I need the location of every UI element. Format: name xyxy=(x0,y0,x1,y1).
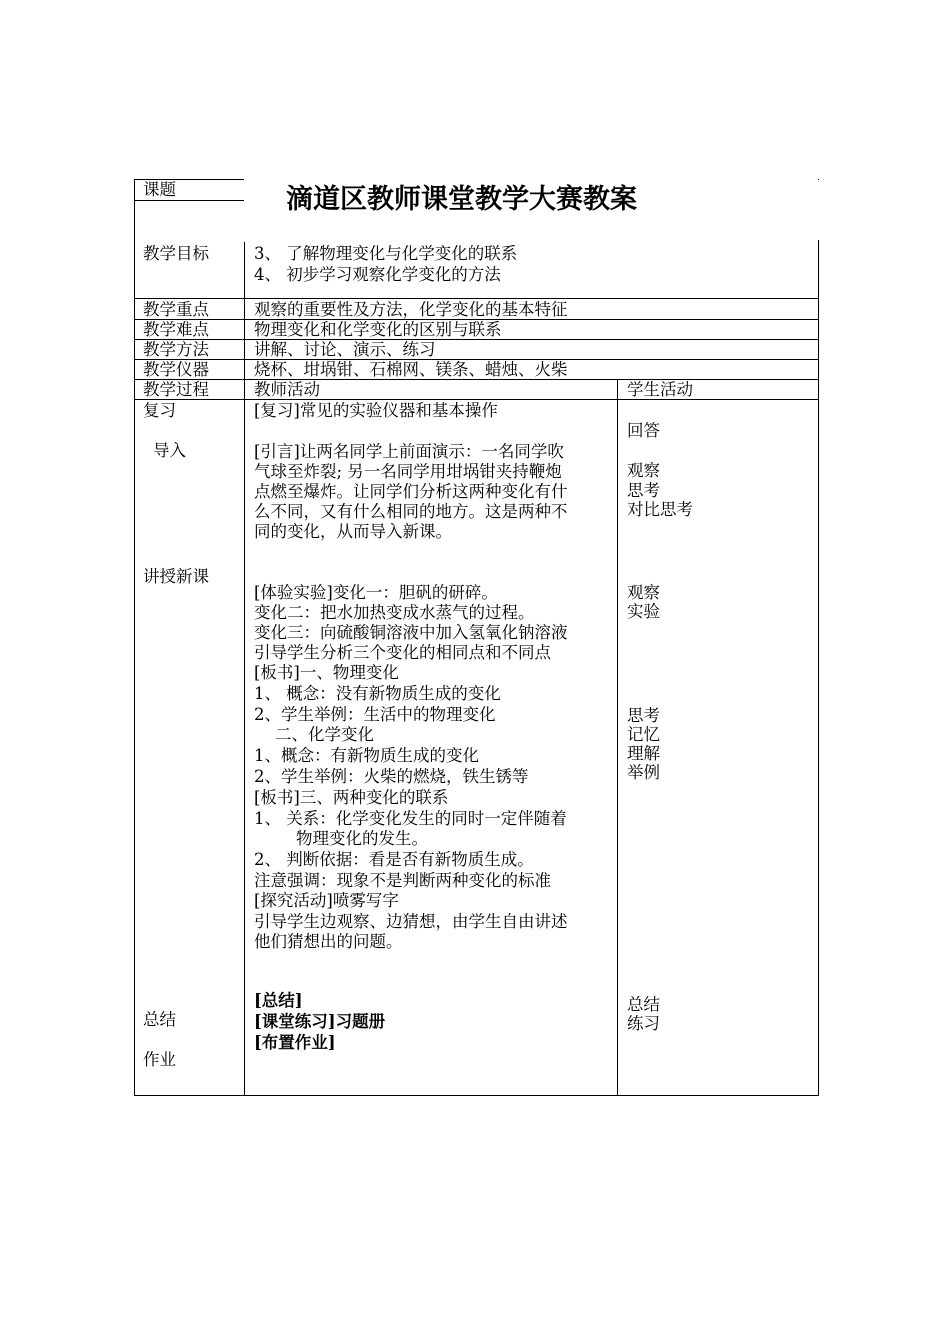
student-activity-header: 学生活动 xyxy=(627,380,693,399)
student-answer: 回答 xyxy=(627,421,660,440)
teacher-activity-header: 教师活动 xyxy=(254,380,320,399)
label-review: 复习 xyxy=(143,401,176,420)
goal-3: 3、 了解物理变化与化学变化的联系 xyxy=(254,244,518,263)
student-end-line: 总结 xyxy=(627,995,660,1014)
label-intro: 导入 xyxy=(153,441,186,460)
label-lecture: 讲授新课 xyxy=(143,567,209,586)
student-exp-line: 实验 xyxy=(627,602,660,621)
teacher-lecture-line: 2、 判断依据：看是否有新物质生成。 xyxy=(254,850,534,869)
student-think-line: 举例 xyxy=(627,763,660,782)
teacher-lecture-line: 二、化学变化 xyxy=(254,725,374,744)
teacher-lecture-block xyxy=(254,583,568,951)
teacher-lecture-line: 变化三：向硫酸铜溶液中加入氢氧化钠溶液 xyxy=(254,623,568,642)
student-think-line: 记忆 xyxy=(627,725,660,744)
teacher-summary: [总结] xyxy=(254,991,303,1010)
student-think-line: 理解 xyxy=(627,744,660,763)
label-process: 教学过程 xyxy=(143,380,209,399)
table-left-border xyxy=(134,179,135,1096)
teacher-lecture-line: 注意强调：现象不是判断两种变化的标准 xyxy=(254,871,551,890)
teacher-lecture-line: 2、学生举例：生活中的物理变化 xyxy=(254,705,496,724)
label-column-border xyxy=(244,179,245,1096)
teacher-practice: [课堂练习]习题册 xyxy=(254,1012,386,1031)
label-topic: 课题 xyxy=(143,180,176,199)
teacher-review: [复习]常见的实验仪器和基本操作 xyxy=(254,401,498,420)
label-difficulty: 教学难点 xyxy=(143,320,209,339)
label-key: 教学重点 xyxy=(143,300,209,319)
key-value: 观察的重要性及方法，化学变化的基本特征 xyxy=(254,300,568,319)
document-title: 滴道区教师课堂教学大赛教案 xyxy=(244,176,818,242)
table-bottom-border xyxy=(134,1095,819,1096)
goal-4: 4、 初步学习观察化学变化的方法 xyxy=(254,265,501,284)
label-homework: 作业 xyxy=(143,1050,176,1069)
difficulty-value: 物理变化和化学变化的区别与联系 xyxy=(254,320,502,339)
teacher-lecture-line: 引导学生边观察、边猜想，由学生自由讲述 xyxy=(254,912,568,931)
teacher-lecture-line: 1、 概念：没有新物质生成的变化 xyxy=(254,684,501,703)
teacher-intro-line: 么不同，又有什么相同的地方。这是两种不 xyxy=(254,502,568,521)
label-goals: 教学目标 xyxy=(143,244,209,263)
teacher-lecture-line: [板书]三、两种变化的联系 xyxy=(254,788,449,807)
teacher-lecture-line: 物理变化的发生。 xyxy=(254,829,428,848)
teacher-assign: [布置作业] xyxy=(254,1033,336,1052)
student-intro-line: 观察 xyxy=(627,461,660,480)
teacher-intro-line: 点燃至爆炸。让同学们分析这两种变化有什 xyxy=(254,482,568,501)
teacher-lecture-line: [探究活动]喷雾写字 xyxy=(254,891,399,910)
teacher-intro-line: 同的变化，从而导入新课。 xyxy=(254,522,452,541)
student-exp-line: 观察 xyxy=(627,583,660,602)
student-column-border xyxy=(617,379,618,1096)
equipment-value: 烧杯、坩埚钳、石棉网、镁条、蜡烛、火柴 xyxy=(254,360,568,379)
teacher-lecture-line: 他们猜想出的问题。 xyxy=(254,932,403,951)
table-right-border xyxy=(818,240,819,1096)
student-think-line: 思考 xyxy=(627,706,660,725)
teacher-lecture-line: [体验实验]变化一：胆矾的研碎。 xyxy=(254,583,498,602)
label-method: 教学方法 xyxy=(143,340,209,359)
teacher-intro-block xyxy=(254,442,568,542)
student-intro-line: 思考 xyxy=(627,481,660,500)
teacher-lecture-line: 引导学生分析三个变化的相同点和不同点 xyxy=(254,643,551,662)
label-equipment: 教学仪器 xyxy=(143,360,209,379)
row-border-topic xyxy=(134,200,244,201)
label-summary: 总结 xyxy=(143,1010,176,1029)
teacher-lecture-line: [板书]一、物理变化 xyxy=(254,663,399,682)
student-end-line: 练习 xyxy=(627,1014,660,1033)
row-border-process xyxy=(134,399,819,400)
student-intro-line: 对比思考 xyxy=(627,500,693,519)
teacher-lecture-line: 1、 关系：化学变化发生的同时一定伴随着 xyxy=(254,809,567,828)
teacher-lecture-line: 变化二：把水加热变成水蒸气的过程。 xyxy=(254,603,535,622)
method-value: 讲解、讨论、演示、练习 xyxy=(254,340,436,359)
teacher-intro-line: 气球至炸裂; 另一名同学用坩埚钳夹持鞭炮 xyxy=(254,462,562,481)
teacher-lecture-line: 2、学生举例：火柴的燃烧，铁生锈等 xyxy=(254,767,529,786)
teacher-lecture-line: 1、概念：有新物质生成的变化 xyxy=(254,746,479,765)
teacher-intro-line: [引言]让两名同学上前面演示：一名同学吹 xyxy=(254,442,564,461)
row-border-goals xyxy=(134,298,819,299)
